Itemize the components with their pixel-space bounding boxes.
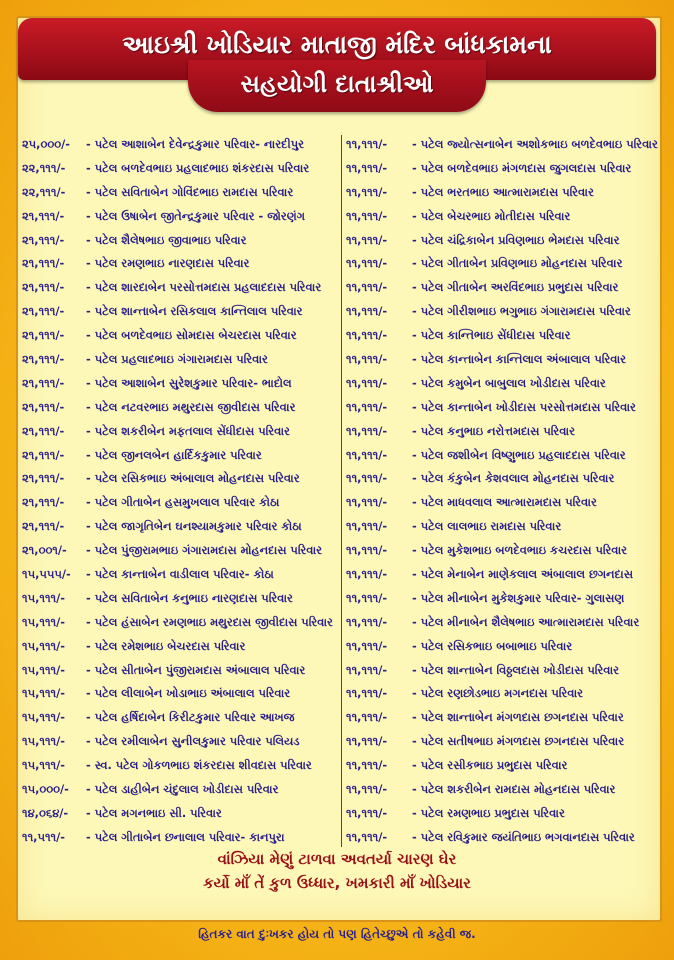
poster-subtitle: સહયોગી દાતાશ્રીઓ [240,70,434,98]
donation-amount: ૨૧,૧૧૧/- [22,304,65,319]
donation-amount: ૧૧,૧૧૧/- [346,256,388,271]
donor-name: પટેલ હર્ષિદાબેન કિરીટકુમાર પરિવાર આખજ [94,710,295,725]
donor-name: પટેલ બળદેવભાઇ સોમદાસ બેચરદાસ પરિવાર [94,328,297,343]
donation-amount: ૧૧,૧૧૧/- [346,805,388,820]
verse-line-1: વાંઝિયા મેણું ટાળવા અવતર્યા ચારણ ઘેર [217,850,457,868]
donor-row: ૨૧,૧૧૧/- - પટેલ શકરીબેન મફતલાલ સેંધીદાસ પરિવાર [22,420,333,444]
donor-row: ૧૧,૧૧૧/- - પટેલ બેચરભાઇ મોતીદાસ પરિવાર [346,205,658,229]
donation-amount: ૨૧,૧૧૧/- [22,447,65,462]
donor-row: ૧૧,૧૧૧/- - પટેલ મીનાબેન શૈલેષભાઇ આત્મારામદાસ પરિવાર [346,611,658,635]
donor-row: ૨૧,૧૧૧/- - પટેલ શાન્તાબેન રસિકલાલ કાન્તિલાલ પરિવાર [22,300,333,324]
donor-name: પટેલ ભરતભાઇ આત્મારામદાસ પરિવાર [420,184,594,199]
donation-amount: ૧૧,૧૧૧/- [346,686,388,701]
donor-name: પટેલ ગીતાબેન હસમુખલાલ પરિવાર કોઠા [94,495,280,510]
donor-name: પટેલ રસિકભાઇ બબાભાઇ પરિવાર [420,638,573,653]
donation-amount: ૧૧,૧૧૧/- [346,471,388,486]
donor-name: પટેલ બળદેવભાઇ મંગળદાસ જુગલદાસ પરિવાર [420,160,632,175]
donor-name: પટેલ નટવરભાઇ મથુરદાસ જીવીદાસ પરિવાર [94,399,296,414]
donor-row: ૧૧,૧૧૧/- - પટેલ સતીષભાઇ મંગળદાસ છગનદાસ પરિવાર [346,730,658,754]
donation-amount: ૧૧,૧૧૧/- [346,160,388,175]
donor-row: ૧૧,૧૧૧/- - પટેલ કાન્તાબેન ખોડીદાસ પરસોત્તમદાસ પરિવાર [346,396,658,420]
donor-name: પટેલ રમણભાઇ પ્રભુદાસ પરિવાર [420,805,565,820]
donor-name: પટેલ રસીકભાઇ પ્રભુદાસ પરિવાર [420,758,568,773]
donor-name: પટેલ જશીબેન વિષ્ણુભાઇ પ્રહલાદદાસ પરિવાર [420,447,626,462]
donor-name: પટેલ જીનલબેન હાર્દિકકુમાર પરિવાર [94,447,262,462]
donor-name: પટેલ કનુભાઇ નરોત્તમદાસ પરિવાર [420,423,575,438]
donation-amount: ૧૧,૧૧૧/- [346,352,388,367]
donor-name: પટેલ સવિતાબેન ગોવિંદભાઇ રામદાસ પરિવાર [94,184,294,199]
donation-amount: ૨૨,૧૧૧/- [22,160,66,175]
donation-amount: ૨૧,૧૧૧/- [22,256,65,271]
donation-amount: ૧૧,૧૧૧/- [346,734,388,749]
donor-row: ૧૧,૧૧૧/- - પટેલ શકરીબેન રામદાસ મોહનદાસ પરિવાર [346,778,658,802]
donation-amount: ૧૫,૧૧૧/- [22,590,66,605]
donation-amount: ૧૧,૧૧૧/- [346,137,388,151]
donor-row: ૧૫,૫૫૫/- - પટેલ કાન્તાબેન વાડીલાલ પરિવાર- કોઠા [22,563,333,587]
donor-name: પટેલ રવિકુમાર જયંતિભાઇ ભગવાનદાસ પરિવાર [420,829,635,844]
donor-name: પટેલ ગીતાબેન છનાલાલ પરિવાર- કાનપુરા [94,829,285,844]
donor-row: ૨૧,૧૧૧/- - પટેલ શારદાબેન પરસોત્તમદાસ પ્રહલાદદાસ પરિવાર [22,276,333,300]
donor-name: પટેલ શારદાબેન પરસોત્તમદાસ પ્રહલાદદાસ પરિવાર [94,280,322,295]
donation-amount: ૧૧,૧૧૧/- [346,280,388,295]
donor-row: ૧૧,૧૧૧/- - પટેલ કમુબેન બાબુલાલ ખોડીદાસ પરિવાર [346,372,658,396]
donor-name: પટેલ મુકેશભાઇ બળદેવભાઇ કચરદાસ પરિવાર [420,543,628,558]
donor-row: ૨૧,૧૧૧/- - પટેલ બળદેવભાઇ સોમદાસ બેચરદાસ પરિવાર [22,324,333,348]
donor-name: પટેલ રમીલાબેન સુનીલકુમાર પરિવાર પલિયડ [94,734,300,749]
donor-row: ૧૧,૧૧૧/- - પટેલ જશીબેન વિષ્ણુભાઇ પ્રહલાદદાસ પરિવાર [346,444,658,468]
donor-row: ૨૧,૧૧૧/- - પટેલ શૈલેષભાઇ જીવાભાઇ પરિવાર [22,229,333,253]
donor-name: પટેલ માધવલાલ આત્મારામદાસ પરિવાર [420,495,597,510]
donation-amount: ૨૧,૧૧૧/- [22,471,65,486]
donor-name: પટેલ શૈલેષભાઇ જીવાભાઇ પરિવાર [94,232,247,247]
donor-name: સ્વ. પટેલ ગોકળભાઇ શંકરદાસ શીવદાસ પરિવાર [94,758,312,773]
donation-amount: ૨૧,૧૧૧/- [22,328,65,343]
donation-amount: ૧૧,૧૧૧/- [346,638,388,653]
donation-amount: ૧૧,૧૧૧/- [346,328,388,343]
donation-amount: ૧૧,૧૧૧/- [346,495,388,510]
donation-amount: ૧૫,૫૫૫/- [22,567,71,582]
donor-name: પટેલ આશાબેન સુરેશકુમાર પરિવાર- ભાદોલ [94,375,292,390]
donor-row: ૨૧,૧૧૧/- - પટેલ જાગૃતિબેન ઘનશ્યામકુમાર પરિવાર કોઠા [22,515,333,539]
donor-row: ૧૧,૫૧૧/- - પટેલ ગીતાબેન છનાલાલ પરિવાર- કાનપુરા [22,826,333,850]
donor-row: ૧૧,૧૧૧/- - પટેલ રસીકભાઇ પ્રભુદાસ પરિવાર [346,754,658,778]
donor-name: પટેલ સતીષભાઇ મંગળદાસ છગનદાસ પરિવાર [420,734,625,749]
donor-row: ૧૧,૧૧૧/- - પટેલ ગીતાબેન પ્રવિણભાઇ મોહનદાસ પરિવાર [346,252,658,276]
donor-name: પટેલ રણછોડભાઇ મગનદાસ પરિવાર [420,686,584,701]
donor-name: પટેલ શાન્તાબેન મંગળદાસ છગનદાસ પરિવાર [420,710,624,725]
donor-row: ૧૧,૧૧૧/- - પટેલ રવિકુમાર જયંતિભાઇ ભગવાનદાસ પરિવાર [346,826,658,850]
donor-name: પટેલ આશાબેન દેવેન્દ્રકુમાર પરિવાર- નારદીપુર [94,137,304,151]
donor-name: પટેલ કાન્તાબેન વાડીલાલ પરિવાર- કોઠા [94,567,274,582]
donor-row: ૧૧,૧૧૧/- - પટેલ રસિકભાઇ બબાભાઇ પરિવાર [346,635,658,659]
donation-amount: ૧૫,૦૦૦/- [22,782,69,797]
donor-row: ૧૧,૧૧૧/- - પટેલ રણછોડભાઇ મગનદાસ પરિવાર [346,682,658,706]
donation-amount: ૧૧,૧૧૧/- [346,184,388,199]
donor-name: પટેલ પ્રહલાદભાઇ ગંગારામદાસ પરિવાર [94,352,268,367]
donor-name: પટેલ મીનાબેન શૈલેષભાઇ આત્મારામદાસ પરિવાર [420,614,640,629]
donation-amount: ૧૧,૧૧૧/- [346,590,388,605]
donor-name: પટેલ શકરીબેન રામદાસ મોહનદાસ પરિવાર [420,782,616,797]
donor-row: ૧૧,૧૧૧/- - પટેલ શાન્તાબેન મંગળદાસ છગનદાસ પરિવાર [346,706,658,730]
donation-amount: ૨૧,૧૧૧/- [22,399,65,414]
donor-name: પટેલ રમણભાઇ નારણદાસ પરિવાર [94,256,250,271]
donor-name: પટેલ ઉષાબેન જીતેન્દ્રકુમાર પરિવાર - જોરણંગ [94,208,305,223]
donor-row: ૧૧,૧૧૧/- - પટેલ જ્યોત્સનાબેન અશોકભાઇ બળદેવભાઇ પરિવાર [346,133,658,157]
donor-name: પટેલ લાલભાઇ રામદાસ પરિવાર [420,519,562,534]
donor-row: ૧૧,૧૧૧/- - પટેલ મીનાબેન મુકેશકુમાર પરિવાર- ગુલાસણ [346,587,658,611]
donor-name: પટેલ રમેશભાઇ બેચરદાસ પરિવાર [94,638,246,653]
donor-row: ૧૫,૧૧૧/- - પટેલ રમેશભાઇ બેચરદાસ પરિવાર [22,635,333,659]
donation-amount: ૧૫,૧૧૧/- [22,710,66,725]
donor-row: ૨૧,૧૧૧/- - પટેલ નટવરભાઇ મથુરદાસ જીવીદાસ પરિવાર [22,396,333,420]
donation-amount: ૧૫,૧૧૧/- [22,686,66,701]
donor-name: પટેલ સીતાબેન પુંજીરામદાસ અંબાલાલ પરિવાર [94,662,306,677]
donor-row: ૨૧,૧૧૧/- - પટેલ ઉષાબેન જીતેન્દ્રકુમાર પરિવાર - જોરણંગ [22,205,333,229]
bottom-note: હિતકર વાત દુઃખકર હોય તો પણ હિતેચ્છુએ તો કહેવી જ. [198,927,476,941]
donation-amount: ૧૧,૧૧૧/- [346,710,388,725]
donation-amount: ૨૧,૧૧૧/- [22,352,65,367]
donor-row: ૧૧,૧૧૧/- - પટેલ મેનાબેન માણેકલાલ અંબાલાલ છગનદાસ [346,563,658,587]
donor-name: પટેલ લીલાબેન ખોડાભાઇ અંબાલાલ પરિવાર [94,686,291,701]
donor-name: પટેલ હંસાબેન રમણભાઇ મથુરદાસ જીવીદાસ પરિવાર [94,614,333,629]
donor-name: પટેલ પુંજીરામભાઇ ગંગારામદાસ મોહનદાસ પરિવાર [94,543,323,558]
donor-name: પટેલ કંકુબેન કેશવલાલ મોહનદાસ પરિવાર [420,471,615,486]
donor-name: પટેલ શકરીબેન મફતલાલ સેંધીદાસ પરિવાર [94,423,290,438]
donor-row: ૨૧,૧૧૧/- - પટેલ રસિકભાઇ અંબાલાલ મોહનદાસ પરિવાર [22,467,333,491]
donation-amount: ૧૧,૧૧૧/- [346,829,388,844]
donation-amount: ૨૧,૧૧૧/- [22,280,65,295]
donor-row: ૧૫,૧૧૧/- - પટેલ સીતાબેન પુંજીરામદાસ અંબાલાલ પરિવાર [22,659,333,683]
donor-row: ૧૧,૧૧૧/- - પટેલ કાન્તિભાઇ સેંધીદાસ પરિવાર [346,324,658,348]
donation-amount: ૧૧,૧૧૧/- [346,208,388,223]
donation-amount: ૧૧,૧૧૧/- [346,304,388,319]
donation-amount: ૧૧,૧૧૧/- [346,519,388,534]
donor-row: ૧૧,૧૧૧/- - પટેલ માધવલાલ આત્મારામદાસ પરિવાર [346,491,658,515]
donor-name: પટેલ બળદેવભાઇ પ્રહલાદભાઇ શંકરદાસ પરિવાર [94,160,310,175]
donor-row: ૨૨,૧૧૧/- - પટેલ સવિતાબેન ગોવિંદભાઇ રામદાસ પરિવાર [22,181,333,205]
donation-amount: ૧૧,૧૧૧/- [346,447,388,462]
donor-row: ૧૫,૧૧૧/- - પટેલ હર્ષિદાબેન કિરીટકુમાર પરિવાર આખજ [22,706,333,730]
donor-row: ૧૧,૧૧૧/- - પટેલ બળદેવભાઇ મંગળદાસ જુગલદાસ પરિવાર [346,157,658,181]
donor-row: ૧૧,૧૧૧/- - પટેલ શાન્તાબેન વિઠ્ઠલદાસ ખોડીદાસ પરિવાર [346,659,658,683]
donor-name: પટેલ બેચરભાઇ મોતીદાસ પરિવાર [420,208,571,223]
donation-amount: ૧૧,૧૧૧/- [346,543,388,558]
donor-row: ૧૧,૧૧૧/- - પટેલ કાન્તાબેન કાન્તિલાલ અંબાલાલ પરિવાર [346,348,658,372]
donation-amount: ૨૧,૧૧૧/- [22,519,65,534]
donation-amount: ૧૫,૧૧૧/- [22,758,66,773]
donor-row: ૧૧,૧૧૧/- - પટેલ ગીરીશભાઇ ભગુભાઇ ગંગારામદાસ પરિવાર [346,300,658,324]
donation-amount: ૧૪,૦૬૪/- [22,805,69,820]
donor-list-left [22,133,333,850]
donor-name: પટેલ ગીતાબેન પ્રવિણભાઇ મોહનદાસ પરિવાર [420,256,623,271]
donor-row: ૧૫,૧૧૧/- - સ્વ. પટેલ ગોકળભાઇ શંકરદાસ શીવદાસ પરિવાર [22,754,333,778]
donor-name: પટેલ કાન્તાબેન કાન્તિલાલ અંબાલાલ પરિવાર [420,352,626,367]
donor-row: ૧૧,૧૧૧/- - પટેલ ચંદ્રિકાબેન પ્રવિણભાઇ ભેમદાસ પરિવાર [346,229,658,253]
donor-row: ૧૧,૧૧૧/- - પટેલ કનુભાઇ નરોત્તમદાસ પરિવાર [346,420,658,444]
donation-amount: ૧૧,૧૧૧/- [346,375,388,390]
donor-name: પટેલ જાગૃતિબેન ઘનશ્યામકુમાર પરિવાર કોઠા [94,519,302,534]
donation-amount: ૧૧,૧૧૧/- [346,614,388,629]
donor-row: ૧૫,૦૦૦/- - પટેલ ડાહીબેન ચંદુલાલ ખોડીદાસ પરિવાર [22,778,333,802]
donation-amount: ૧૧,૧૧૧/- [346,662,388,677]
donor-list-right [346,133,658,850]
donor-row: ૧૪,૦૬૪/- - પટેલ મગનભાઇ સી. પરિવાર [22,802,333,826]
donor-name: પટેલ મીનાબેન મુકેશકુમાર પરિવાર- ગુલાસણ [420,590,625,605]
donor-name: પટેલ મગનભાઇ સી. પરિવાર [94,805,222,820]
donor-name: પટેલ ગીરીશભાઇ ભગુભાઇ ગંગારામદાસ પરિવાર [420,304,631,319]
donor-row: ૨૧,૧૧૧/- - પટેલ આશાબેન સુરેશકુમાર પરિવાર- ભાદોલ [22,372,333,396]
donor-name: પટેલ ગીતાબેન અરવિંદભાઇ પ્રભુદાસ પરિવાર [420,280,619,295]
verse-line-2: કર્યો માઁ તેં કુળ ઉધ્ધાર, ખમકારી માઁ ખોડિયાર [203,874,471,892]
donor-name: પટેલ ચંદ્રિકાબેન પ્રવિણભાઇ ભેમદાસ પરિવાર [420,232,620,247]
donor-name: પટેલ કાન્તાબેન ખોડીદાસ પરસોત્તમદાસ પરિવાર [420,399,636,414]
donor-row: ૧૫,૧૧૧/- - પટેલ સવિતાબેન કનુભાઇ નારણદાસ પરિવાર [22,587,333,611]
donor-name: પટેલ શાન્તાબેન રસિકલાલ કાન્તિલાલ પરિવાર [94,304,303,319]
donor-name: પટેલ રસિકભાઇ અંબાલાલ મોહનદાસ પરિવાર [94,471,300,486]
donor-row: ૧૧,૧૧૧/- - પટેલ કંકુબેન કેશવલાલ મોહનદાસ પરિવાર [346,467,658,491]
donor-name: પટેલ સવિતાબેન કનુભાઇ નારણદાસ પરિવાર [94,590,293,605]
donation-amount: ૧૫,૧૧૧/- [22,734,66,749]
donation-amount: ૨૧,૧૧૧/- [22,423,65,438]
donor-row: ૨૧,૧૧૧/- - પટેલ ગીતાબેન હસમુખલાલ પરિવાર કોઠા [22,491,333,515]
donation-amount: ૧૫,૧૧૧/- [22,662,66,677]
donor-name: પટેલ જ્યોત્સનાબેન અશોકભાઇ બળદેવભાઇ પરિવાર [420,137,658,151]
donor-row: ૨૧,૧૧૧/- - પટેલ પ્રહલાદભાઇ ગંગારામદાસ પરિવાર [22,348,333,372]
donor-row: ૧૧,૧૧૧/- - પટેલ ગીતાબેન અરવિંદભાઇ પ્રભુદાસ પરિવાર [346,276,658,300]
donor-name: પટેલ મેનાબેન માણેકલાલ અંબાલાલ છગનદાસ [420,567,633,582]
donor-row: ૧૧,૧૧૧/- - પટેલ લાલભાઇ રામદાસ પરિવાર [346,515,658,539]
donor-row: ૨૧,૧૧૧/- - પટેલ રમણભાઇ નારણદાસ પરિવાર [22,252,333,276]
donor-row: ૧૫,૧૧૧/- - પટેલ હંસાબેન રમણભાઇ મથુરદાસ જીવીદાસ પરિવાર [22,611,333,635]
donor-row: ૨૧,૧૧૧/- - પટેલ જીનલબેન હાર્દિકકુમાર પરિવાર [22,444,333,468]
donor-row: ૧૫,૧૧૧/- - પટેલ રમીલાબેન સુનીલકુમાર પરિવાર પલિયડ [22,730,333,754]
donation-amount: ૧૧,૧૧૧/- [346,782,388,797]
poster-title: આઇશ્રી ખોડિયાર માતાજી મંદિર બાંધકામના [122,30,552,59]
donor-row: ૧૧,૧૧૧/- - પટેલ રમણભાઇ પ્રભુદાસ પરિવાર [346,802,658,826]
donation-amount: ૨૨,૧૧૧/- [22,184,66,199]
donation-amount: ૨૧,૧૧૧/- [22,232,65,247]
donation-amount: ૨૫,૦૦૦/- [22,137,70,151]
donation-amount: ૨૧,૧૧૧/- [22,495,65,510]
donation-amount: ૧૫,૧૧૧/- [22,614,66,629]
donation-amount: ૧૫,૧૧૧/- [22,638,66,653]
donation-amount: ૧૧,૫૧૧/- [22,829,66,844]
donation-amount: ૧૧,૧૧૧/- [346,758,388,773]
donor-row: ૨૫,૦૦૦/- - પટેલ આશાબેન દેવેન્દ્રકુમાર પરિવાર- નારદીપુર [22,133,333,157]
donor-row: ૨૧,૦૦૧/- - પટેલ પુંજીરામભાઇ ગંગારામદાસ મોહનદાસ પરિવાર [22,539,333,563]
donation-amount: ૧૧,૧૧૧/- [346,232,388,247]
donor-name: પટેલ શાન્તાબેન વિઠ્ઠલદાસ ખોડીદાસ પરિવાર [420,662,620,677]
donor-row: ૨૨,૧૧૧/- - પટેલ બળદેવભાઇ પ્રહલાદભાઇ શંકરદાસ પરિવાર [22,157,333,181]
donor-name: પટેલ ડાહીબેન ચંદુલાલ ખોડીદાસ પરિવાર [94,782,279,797]
donor-row: ૧૫,૧૧૧/- - પટેલ લીલાબેન ખોડાભાઇ અંબાલાલ પરિવાર [22,682,333,706]
donor-row: ૧૧,૧૧૧/- - પટેલ મુકેશભાઇ બળદેવભાઇ કચરદાસ પરિવાર [346,539,658,563]
donation-amount: ૨૧,૦૦૧/- [22,543,67,558]
donor-row: ૧૧,૧૧૧/- - પટેલ ભરતભાઇ આત્મારામદાસ પરિવાર [346,181,658,205]
donation-amount: ૧૧,૧૧૧/- [346,423,388,438]
column-divider [341,135,342,847]
donation-amount: ૧૧,૧૧૧/- [346,567,388,582]
donor-name: પટેલ કાન્તિભાઇ સેંધીદાસ પરિવાર [420,328,571,343]
donation-amount: ૨૧,૧૧૧/- [22,375,65,390]
donation-amount: ૧૧,૧૧૧/- [346,399,388,414]
donor-name: પટેલ કમુબેન બાબુલાલ ખોડીદાસ પરિવાર [420,375,606,390]
donation-amount: ૨૧,૧૧૧/- [22,208,65,223]
